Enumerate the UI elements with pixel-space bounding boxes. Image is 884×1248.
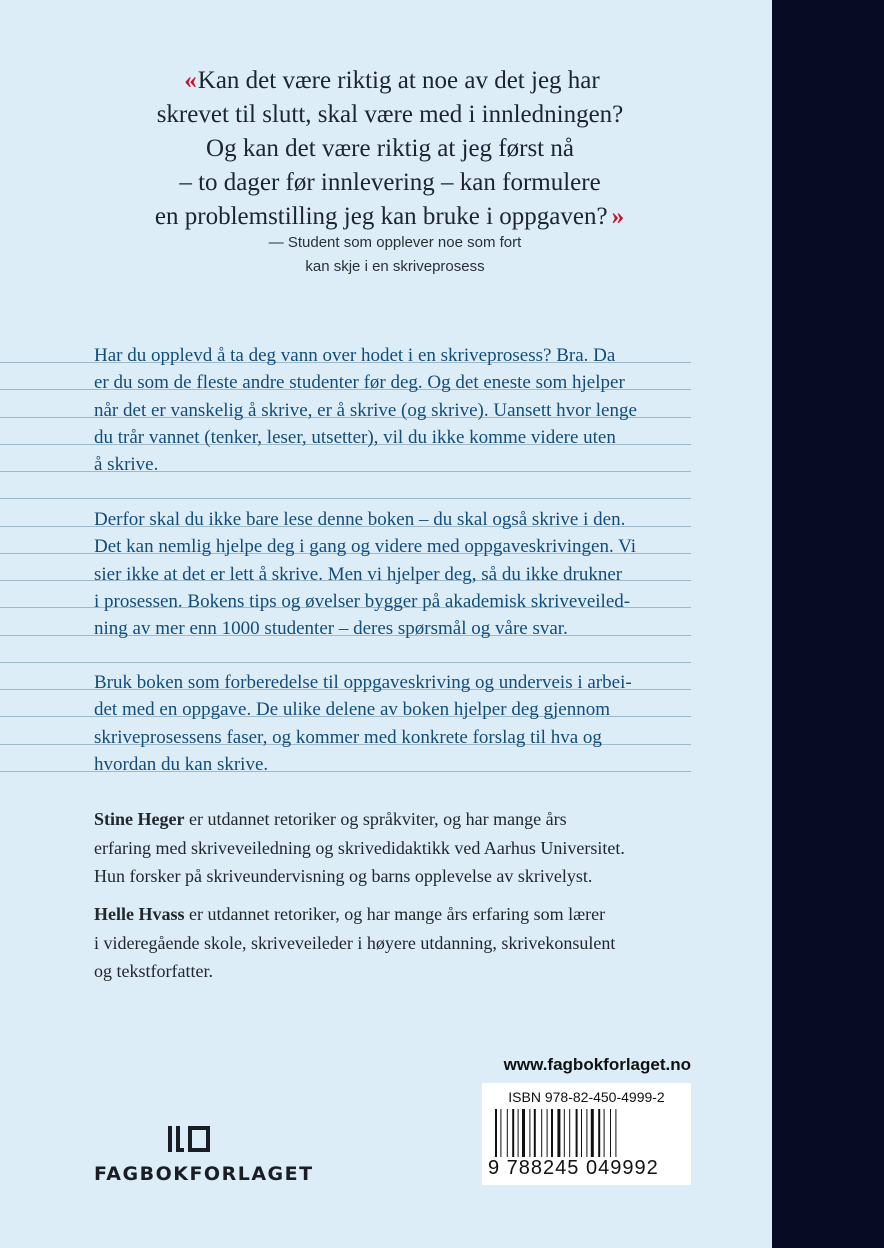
publisher-logo-icon — [166, 1122, 212, 1154]
barcode-bar — [564, 1109, 565, 1157]
pull-quote — [110, 64, 670, 234]
barcode-bar — [610, 1109, 611, 1157]
publisher-url[interactable]: www.fagbokforlaget.no — [503, 1055, 691, 1074]
isbn-barcode-box — [482, 1083, 691, 1185]
quote-line: « Kan det være riktig at noe av det jeg har — [184, 67, 600, 94]
quote-line: en problemstilling jeg kan bruke i oppgaven? » — [154, 203, 622, 230]
barcode-bar — [518, 1109, 519, 1157]
blurb-paragraph-2: Derfor skal du ikke bare lese denne boken – du skal også skrive i den. Det kan nemlig hjelpe deg i gang og videre med oppgaveskrivingen. Vi sier ikke at det er lett å skrive. Men vi hjelper deg, så du ikke drukner i prosessen. Bokens tips og øvelser bygger på akademisk skriveveiled- ning av mer enn 1000 studenter – deres spørsmål og våre svar. — [94, 509, 636, 640]
author-bio-helle-hvass: Helle Hvass er utdannet retoriker, og har mange års erfaring som lærer i videregående skole, skriveveileder i høyere utdanning, skrivekonsulent og tekstforfatter. — [94, 904, 616, 981]
barcode-bar — [557, 1109, 560, 1157]
barcode-bar — [598, 1109, 600, 1157]
barcode-bar — [581, 1109, 582, 1157]
barcode-bar — [551, 1109, 553, 1157]
blurb-paragraph-1: Har du opplevd å ta deg vann over hodet i en skriveprosess? Bra. Da er du som de fleste andre studenter før deg. Og det eneste som hjelper når det er vanskelig å skrive, er å skrive (og skrive). Uansett hvor lenge du trår vannet (tenker, leser, utsetter), vil du ikke komme videre uten å skrive. — [94, 345, 637, 476]
ruled-line — [0, 498, 691, 499]
barcode-bar — [615, 1109, 616, 1157]
isbn-label: ISBN 978-82-450-4999-2 — [508, 1089, 665, 1105]
quote-attribution: — Student som opplever noe som fort kan skje i en skriveprosess — [268, 234, 522, 275]
open-quote-mark: « — [184, 67, 194, 94]
barcode-bar — [586, 1109, 587, 1157]
quote-line: – to dager før innlevering – kan formulere — [179, 169, 601, 196]
publisher-name: FAGBOKFORLAGET — [94, 1163, 314, 1185]
barcode — [494, 1109, 680, 1157]
barcode-bar — [604, 1109, 605, 1157]
barcode-bar — [495, 1109, 497, 1157]
quote-line: skrevet til slutt, skal være med i innledningen? — [156, 101, 624, 128]
author-name: Helle Hvass — [94, 904, 185, 924]
barcode-digits: 9 788245 049992 — [488, 1157, 659, 1179]
book-spine — [772, 0, 884, 1248]
barcode-bar — [569, 1109, 570, 1157]
barcode-bar — [507, 1109, 508, 1157]
close-quote-mark: » — [611, 203, 622, 230]
barcode-bar — [576, 1109, 578, 1157]
barcode-bar — [500, 1109, 501, 1157]
barcode-bar — [547, 1109, 548, 1157]
author-bio-stine-heger: Stine Heger er utdannet retoriker og språkviter, og har mange års erfaring med skriveveiledning og skrivedidaktikk ved Aarhus Universitet. Hun forsker på skriveundervisning og barns opplevelse av skrivelyst. — [94, 809, 625, 886]
ruled-line — [0, 662, 691, 663]
barcode-bar — [534, 1109, 536, 1157]
blurb-paragraph-3: Bruk boken som forberedelse til oppgaveskriving og underveis i arbei- det med en oppgave. De ulike delene av boken hjelper deg gjennom skriveprosessens faser, og kommer med konkrete forslag til hva og hvordan du kan skrive. — [94, 672, 632, 775]
barcode-bar — [529, 1109, 530, 1157]
barcode-bar — [512, 1109, 514, 1157]
author-name: Stine Heger — [94, 809, 185, 829]
barcode-bar — [522, 1109, 525, 1157]
barcode-bar — [591, 1109, 594, 1157]
barcode-bar — [541, 1109, 542, 1157]
quote-line: Og kan det være riktig at jeg først nå — [206, 135, 574, 162]
